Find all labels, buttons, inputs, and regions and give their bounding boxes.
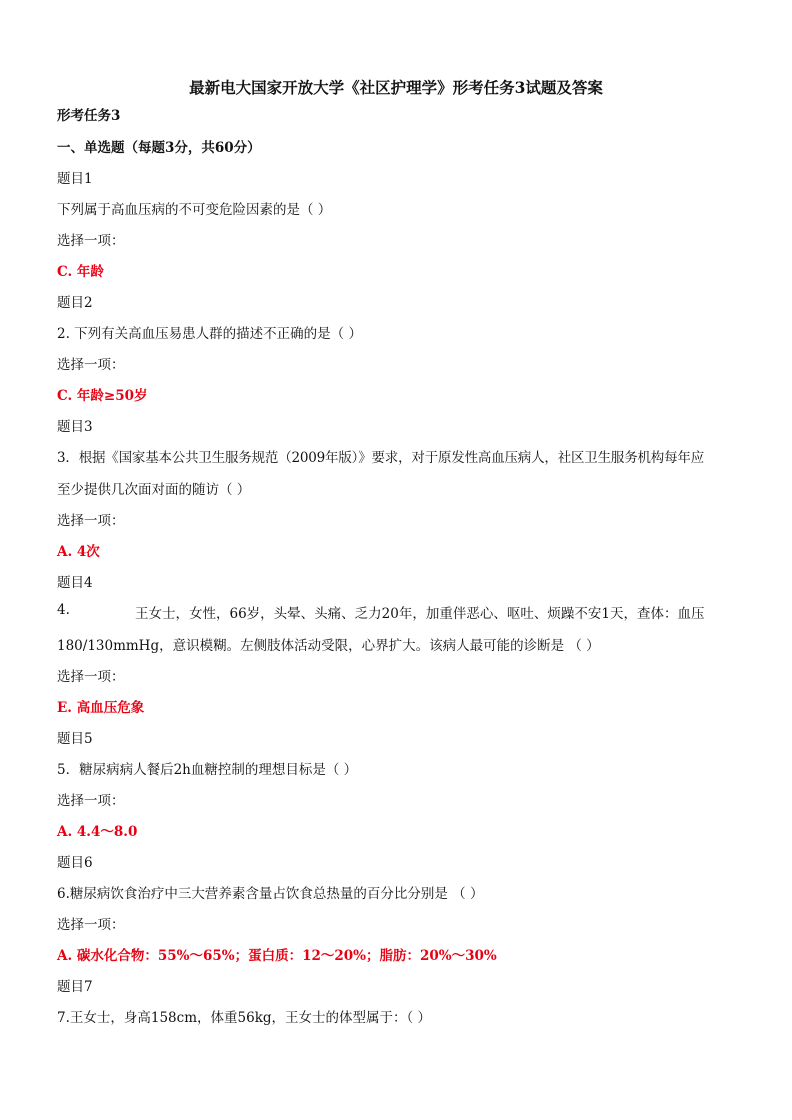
question-label: 题目4	[57, 575, 93, 591]
question-text: 7.王女士，身高158cm，体重56kg，王女士的体型属于：（ ）	[57, 1010, 432, 1026]
question-label: 题目5	[57, 731, 93, 747]
answer-text: A. 4次	[57, 544, 100, 560]
answer-text: A. 碳水化合物：55%～65%；蛋白质：12～20%；脂肪：20%～30%	[57, 948, 497, 964]
question-text: 至少提供几次面对面的随访（ ）	[57, 482, 251, 498]
question-label: 题目1	[57, 171, 93, 187]
question-number: 4.	[57, 602, 70, 618]
question-text: 5．糖尿病病人餐后2h血糖控制的理想目标是（ ）	[57, 762, 358, 778]
answer-text: A. 4.4～8.0	[57, 824, 138, 840]
choose-one-label: 选择一项：	[57, 793, 125, 809]
question-text: 下列属于高血压病的不可变危险因素的是（ ）	[57, 202, 332, 218]
question-label: 题目7	[57, 979, 93, 995]
answer-text: C. 年龄≥50岁	[57, 388, 148, 404]
question-label: 题目2	[57, 295, 93, 311]
choose-one-label: 选择一项：	[57, 233, 125, 249]
question-label: 题目6	[57, 855, 93, 871]
question-text: 180/130mmHg，意识模糊。左侧肢体活动受限，心界扩大。该病人最可能的诊断是 （ ）	[57, 638, 600, 654]
choose-one-label: 选择一项：	[57, 917, 125, 933]
choose-one-label: 选择一项：	[57, 669, 125, 685]
question-label: 题目3	[57, 419, 93, 435]
question-text: 6.糖尿病饮食治疗中三大营养素含量占饮食总热量的百分比分别是 （ ）	[57, 886, 484, 902]
answer-text: E. 高血压危象	[57, 700, 145, 716]
choose-one-label: 选择一项：	[57, 513, 125, 529]
answer-text: C. 年龄	[57, 264, 104, 280]
choose-one-label: 选择一项：	[57, 357, 125, 373]
page-title: 最新电大国家开放大学《社区护理学》形考任务3试题及答案	[189, 78, 603, 97]
section-heading-task: 形考任务3	[57, 108, 121, 124]
question-text: 王女士，女性，66岁，头晕、头痛、乏力20年，加重伴恶心、呕吐、烦躁不安1天，查体：血压	[135, 606, 705, 622]
question-text: 2. 下列有关高血压易患人群的描述不正确的是（ ）	[57, 326, 362, 342]
question-text: 3．根据《国家基本公共卫生服务规范（2009年版）》要求，对于原发性高血压病人，社区卫生服务机构每年应	[57, 450, 704, 466]
section-heading-single-choice: 一、单选题（每题3分，共60分）	[57, 140, 261, 156]
